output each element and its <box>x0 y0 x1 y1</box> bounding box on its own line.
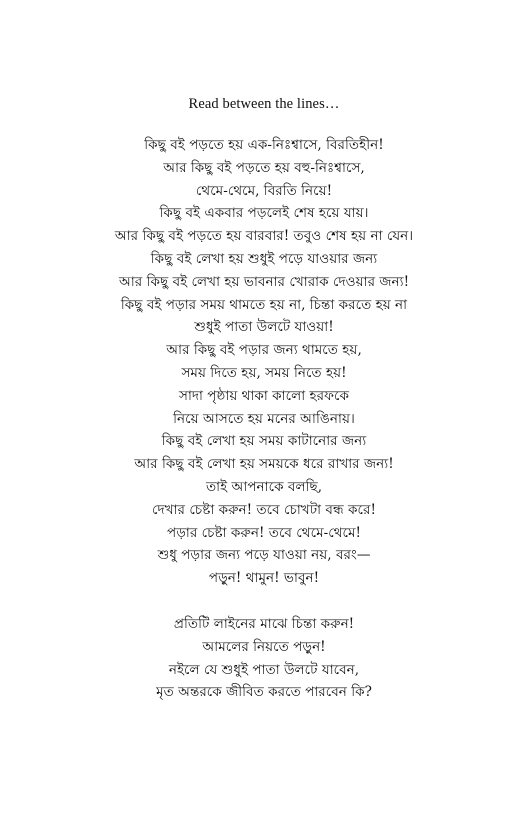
poem-line: পড়ুন! থামুন! ভাবুন! <box>208 570 320 587</box>
poem-line: আর কিছু বই লেখা হয় ভাবনার খোরাক দেওয়ার জন্য! <box>118 273 410 290</box>
poem-line: শুধুই পাতা উলটে যাওয়া! <box>194 319 334 336</box>
poem-line: আর কিছু বই লেখা হয় সময়কে ধরে রাখার জন্য! <box>134 456 394 473</box>
poem-line: কিছু বই একবার পড়লেই শেষ হয়ে যায়। <box>159 205 369 222</box>
poem-line: থেমে-থেমে, বিরতি নিয়ে! <box>195 182 333 199</box>
poem-stanza-2 <box>0 613 528 704</box>
poem-line: প্রতিটি লাইনের মাঝে চিন্তা করুন! <box>173 616 355 632</box>
poem-line: কিছু বই লেখা হয় শুধুই পড়ে যাওয়ার জন্য <box>150 250 378 267</box>
poem-line: সাদা পৃষ্ঠায় থাকা কালো হরফকে <box>178 387 350 404</box>
poem-line: পড়ার চেষ্টা করুন! তবে থেমে-থেমে! <box>166 524 362 541</box>
poem-line: নিয়ে আসতে হয় মনের আঙিনায়। <box>173 410 355 427</box>
poem-line: দেখার চেষ্টা করুন! তবে চোখটা বন্ধ করে! <box>152 501 376 518</box>
poem-line: মৃত অন্তরকে জীবিত করতে পারবেন কি? <box>156 684 372 701</box>
poem-line: আর কিছু বই পড়ার জন্য থামতে হয়, <box>166 342 362 359</box>
poem-stanza-1 <box>0 134 528 590</box>
poem-line: আমলের নিয়তে পড়ুন! <box>202 638 326 655</box>
poem-line: আর কিছু বই পড়তে হয় বহু-নিঃশ্বাসে, <box>163 159 365 176</box>
poem-line: নইলে যে শুধুই পাতা উলটে যাবেন, <box>168 661 360 678</box>
poem-line: কিছু বই লেখা হয় সময় কাটানোর জন্য <box>161 433 367 450</box>
poem-line: সময় দিতে হয়, সময় নিতে হয়! <box>181 364 347 381</box>
poem-line: কিছু বই পড়ার সময় থামতে হয় না, চিন্তা করতে হয় না <box>120 296 408 313</box>
poem-line: তাই আপনাকে বলছি, <box>205 478 323 495</box>
poem-line: কিছু বই পড়তে হয় এক-নিঃশ্বাসে, বিরতিহীন! <box>144 137 384 153</box>
poem-line: শুধু পড়ার জন্য পড়ে যাওয়া নয়, বরং— <box>157 547 371 564</box>
page-title: Read between the lines… <box>188 96 340 112</box>
poem-line: আর কিছু বই পড়তে হয় বারবার! তবুও শেষ হয় না যেন। <box>114 228 414 245</box>
